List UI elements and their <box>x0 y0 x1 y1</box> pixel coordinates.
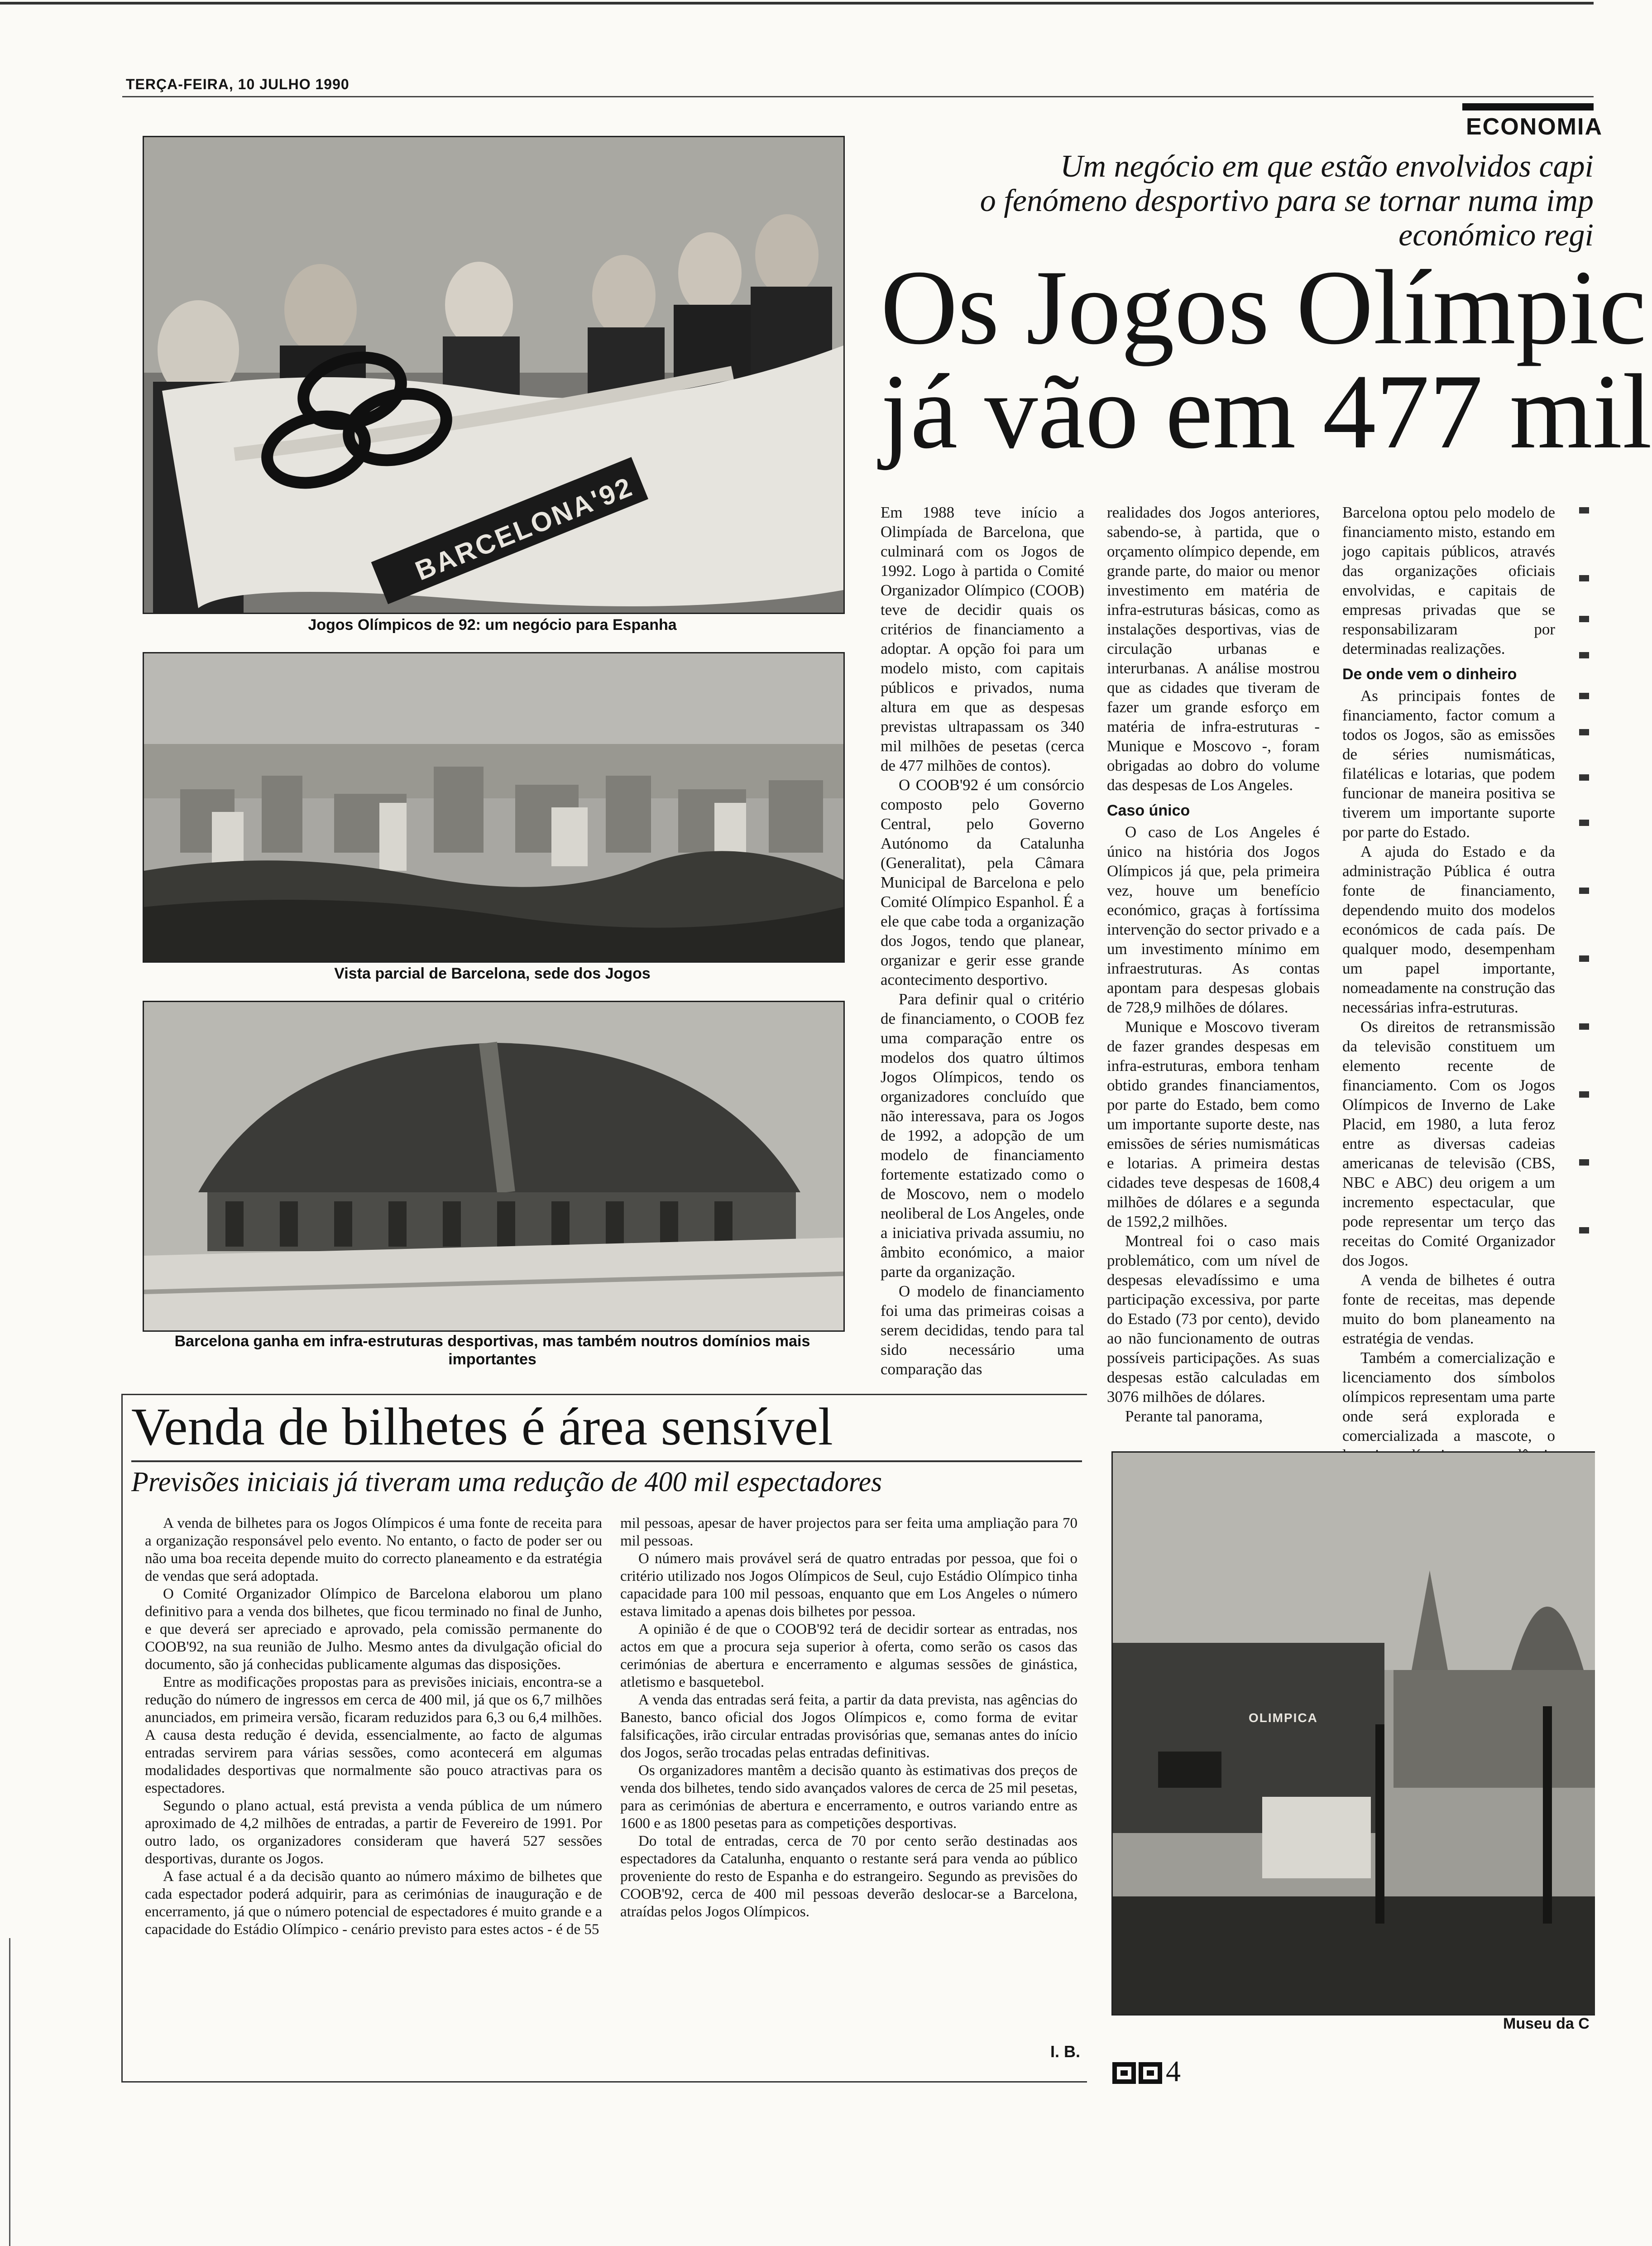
col1-para-1: Em 1988 teve início a Olimpíada de Barcelona, que culminará com os Jogos de 1992. Logo à partida o Comité Organizador Olímpico (COOB) teve de decidir quais os critérios de financiamento a adoptar. A opção foi para um modelo misto, com capitais públicos e privados, numa altura em que as despesas previstas ultrapassam os 340 mil milhões de pesetas (cerca de 477 milhões de contos). <box>881 504 1084 774</box>
photo-caption-4: Museu da C <box>1503 2015 1590 2032</box>
kicker-line-3: económico regi <box>1398 218 1594 253</box>
main-article-col-2 <box>1107 503 1320 1425</box>
box-col1-para-5: A fase actual é a da decisão quanto ao número máximo de bilhetes que cada espectador poderá adquirir, para as cerimónias de inauguração e de encerramento, já que o número potencial de espectadores é muito grande e a capacidade do Estádio Olímpico - cenário previsto para estes actos - é de 55 <box>145 1868 602 1938</box>
museum-sign-text: OLIMPICA <box>1249 1711 1318 1725</box>
newspaper-logo <box>1111 2060 1166 2086</box>
box-col1-para-2: O Comité Organizador Olímpico de Barcelona elaborou um plano definitivo para a venda dos bilhetes, que ficou terminado no final de Junho, e que deverá ser apreciado e aprovado, pela comissão permanente do COOB'92, na sua reunião de Julho. Mesmo antes da divulgação oficial do documento, são já conhecidas publicamente algumas das disposições. <box>145 1586 602 1673</box>
page-number: 4 <box>1166 2055 1181 2088</box>
photo-city <box>143 652 845 963</box>
box-col-1 <box>145 1515 602 2072</box>
col2-para-4: Montreal foi o caso mais problemático, com um nível de despesas elevadíssimo e uma participação excessiva, por parte do Estado (73 por cento), devido ao não funcionamento de outras possíveis participações. As suas despesas estão calculadas em 3076 milhões de dólares. <box>1107 1232 1320 1406</box>
col3-para-2: As principais fontes de financiamento, factor comum a todos os Jogos, são as emissões de séries numismáticas, filatélicas e lotarias, que podem funcionar de maneira positiva se tiverem um importante suporte por parte do Estado. <box>1342 687 1555 841</box>
box-headline: Venda de bilhetes é área sensível <box>131 1397 833 1456</box>
main-headline-line-2: já vão em 477 mil <box>881 353 1652 471</box>
museum-photo-art <box>1113 1453 1595 2014</box>
photo-caption-2: Vista parcial de Barcelona, sede dos Jogos <box>334 965 651 982</box>
section-label: ECONOMIA <box>1466 114 1603 140</box>
photo-caption-1: Jogos Olímpicos de 92: um negócio para Espanha <box>308 616 677 633</box>
col3-para-6: Também a comercialização e licenciamento dos símbolos olímpicos representam uma parte onde será explorada e comercializada a mascote, o <box>1342 1349 1555 1445</box>
article-kicker <box>869 149 1594 253</box>
box-headline-rule <box>131 1460 1082 1462</box>
flag-banner-text: BARCELONA'92 <box>411 471 638 586</box>
box-byline: I. B. <box>1050 2042 1081 2061</box>
box-col1-para-1: A venda de bilhetes para os Jogos Olímpicos é uma fonte de receita para a organização responsável pelo evento. No entanto, o facto de poder ser ou não uma boa receita depende muito do correcto planeamento e da estratégia de vendas que será adoptada. <box>145 1515 602 1584</box>
photo-museum <box>1111 1451 1595 2016</box>
col1-para-2: O COOB'92 é um consórcio composto pelo Governo Central, pelo Governo Autónomo da Catalunha (Generalitat), pela Câmara Municipal de Barcelona e pelo Comité Olímpico Espanhol. É a ele que cabe toda a organização dos Jogos, tendo que planear, organizar e gerir esse grande acontecimento desportivo. <box>881 776 1084 989</box>
box-col2-para-3: A opinião é de que o COOB'92 terá de decidir sortear as entradas, nos actos em que a procura seja superior à oferta, como serão os casos das cerimónias de abertura e encerramento e algumas sessões de ginástica, atletismo e basquetebol. <box>620 1621 1077 1690</box>
city-photo-art <box>144 653 843 961</box>
section-bar <box>1462 103 1594 110</box>
page-date: TERÇA-FEIRA, 10 JULHO 1990 <box>126 76 350 92</box>
main-article-col-3 <box>1342 503 1555 1445</box>
arena-photo-art <box>144 1002 843 1330</box>
box-col2-para-1: mil pessoas, apesar de haver projectos para ser feita uma ampliação para 70 mil pessoas. <box>620 1515 1077 1549</box>
box-col2-para-5: Os organizadores mantêm a decisão quanto às estimativas dos preços de venda dos bilhetes, tendo sido avançados valores de cerca de 25 mil pesetas, para as cerimónias de abertura e encerramento, e outros variando entre as 1600 e as 1800 pesetas para as competições desportivas. <box>620 1762 1077 1832</box>
scan-edge-line <box>9 1938 10 2246</box>
date-rule <box>122 96 1594 97</box>
subhead-caso-unico: Caso único <box>1107 802 1190 819</box>
col2-para-3: Munique e Moscovo tiveram de fazer grandes despesas em infra-estruturas, embora tenham obtido grandes financiamentos, por parte do Estado, bem como um importante suporte deste, nas emissões de séries numismáticas e lotarias. A primeira destas cidades teve despesas de 1608,4 milhões de dólares e a segunda de 1592,2 milhões. <box>1107 1018 1320 1230</box>
col3-para-3: A ajuda do Estado e da administração Pública é outra fonte de financiamento, dependendo muito dos modelos económicos de cada país. De qualquer modo, desempenham um papel importante, nomeadamente na construção das necessárias infra-estruturas. <box>1342 843 1555 1016</box>
box-col2-para-2: O número mais provável será de quatro entradas por pessoa, que foi o critério utilizado nos Jogos Olímpicos de Seul, cujo Estádio Olímpico tinha capacidade para 100 mil pessoas, enquanto que em Los Angeles o número estava limitado a apenas dois bilhetes por pessoa. <box>620 1550 1077 1620</box>
col2-para-2: O caso de Los Angeles é único na história dos Jogos Olímpicos já que, pela primeira vez, houve um benefício económico, graças à fortíssima intervenção do sector privado e a um investimento mínimo em infraestruturas. As contas apontam para despesas globais de 728,9 milhões de dólares. <box>1107 823 1320 1016</box>
box-col-2 <box>620 1515 1077 2035</box>
col3-para-1: Barcelona optou pelo modelo de financiamento misto, estando em jogo capitais públicos, através das organizações oficiais envolvidas, e capitais de empresas privadas que se responsabilizaram por determinadas realizações. <box>1342 504 1555 657</box>
col3-para-5: A venda de bilhetes é outra fonte de receitas, mas depende muito do bom planeamento na estratégia de vendas. <box>1342 1271 1555 1347</box>
kicker-line-1: Um negócio em que estão envolvidos capi <box>1060 149 1594 184</box>
col1-para-3: Para definir qual o critério de financiamento, o COOB fez uma comparação entre os modelos dos quatro últimos Jogos Olímpicos, tendo os organizadores concluído que não interessava, para os Jogos de 1992, a adopção de um modelo de financiamento fortemente estatizado como o de Moscovo, nem o modelo neoliberal de Los Angeles, onde a iniciativa privada assumiu, no âmbito económico, a maior parte da organização. <box>881 990 1085 1281</box>
main-article-col-1 <box>881 503 1084 1377</box>
top-rule <box>0 2 1594 5</box>
col3-para-4: Os direitos de retransmissão da televisão constituem um elemento recente de financiamento. Com os Jogos Olímpicos de Inverno de Lake Placid, em 1980, a luta feroz entre as diversas cadeias americanas de televisão (CBS, NBC e ABC) deu origem a um incremento espectacular, que pode representar um terço das receitas do Comité Organizador dos Jogos. <box>1342 1018 1555 1269</box>
box-col2-para-6: Do total de entradas, cerca de 70 por cento serão destinadas aos espectadores da Catalunha, enquanto o restante será para venda ao público proveniente do resto de Espanha e do estrangeiro. Segundo as previsões do COOB'92, cerca de 400 mil pessoas deverão deslocar-se a Barcelona, atraídas pelos Jogos Olímpicos. <box>620 1833 1077 1920</box>
photo-arena <box>143 1001 845 1332</box>
logo-mark-icon <box>1111 2060 1166 2086</box>
box-col2-para-4: A venda das entradas será feita, a partir da data prevista, nas agências do Banesto, banco oficial dos Jogos Olímpicos e, como forma de evitar falsificações, irão circular entradas provisórias que, semanas antes do início dos Jogos, serão trocadas pelas entradas definitivas. <box>620 1692 1077 1761</box>
box-col1-para-4: Segundo o plano actual, está prevista a venda pública de um número aproximado de 4,2 milhões de entradas, a partir de Fevereiro de 1991. Por outro lado, os organizadores consideram que haverá 527 sessões desportivas, durante os Jogos. <box>145 1798 602 1867</box>
col1-para-4: O modelo de financiamento foi uma das primeiras coisas a serem decididas, tendo para tal sido necessário uma comparação das <box>881 1282 1084 1378</box>
main-headline-line-1: Os Jogos Olímpic <box>881 249 1647 367</box>
box-subhead: Previsões iniciais já tiveram uma redução de 400 mil espectadores <box>131 1467 882 1497</box>
subhead-de-onde-vem: De onde vem o dinheiro <box>1342 666 1517 683</box>
photo-flag <box>143 136 845 614</box>
cut-column-edge <box>1575 503 1594 1408</box>
col2-para-1: realidades dos Jogos anteriores, sabendo-se, à partida, que o orçamento olímpico depende, em grande parte, do maior ou menor investimento em matéria de infra-estruturas básicas, como as instalações desportivas, vias de circulação urbanas e interurbanas. A análise mostrou que as cidades que tiveram de fazer um grande esforço em matéria de infra-estruturas - Munique e Moscovo -, foram obrigadas ao dobro do volume das despesas de Los Angeles. <box>1107 504 1320 794</box>
cut-column-marks <box>1575 503 1594 1408</box>
photo-caption-3: Barcelona ganha em infra-estruturas desportivas, mas também noutros domínios mais importantes <box>174 1333 810 1368</box>
col2-para-5: Perante tal panorama, <box>1125 1407 1263 1425</box>
box-col1-para-3: Entre as modificações propostas para as previsões iniciais, encontra-se a redução do número de ingressos em cerca de 400 mil, já que os 6,7 milhões anunciados, em primeira versão, ficaram reduzidos para 6,3 ou 6,4 milhões. A causa desta redução é devida, essencialmente, ao facto de algumas entradas servirem para várias sessões, como acontecerá em algumas modalidades desportivas que normalmente são pouco atractivas para os espectadores. <box>145 1674 602 1796</box>
kicker-line-2: o fenómeno desportivo para se tornar numa imp <box>980 183 1594 218</box>
